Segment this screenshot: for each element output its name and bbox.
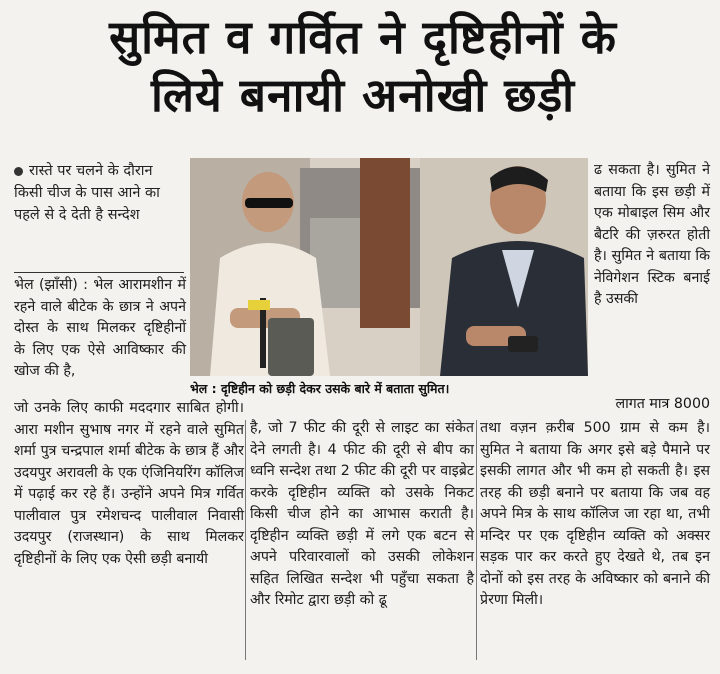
news-photo bbox=[190, 158, 588, 376]
photo-illustration bbox=[190, 158, 588, 376]
article-col2: है, जो 7 फीट की दूरी से लाइट का संकेत देने लगती है। 4 फीट की दूरी से बीप का ध्वनि सन्देश तथा 2 फीट की दूरी पर वाइब्रेट करके दृष्टिहीन व्यक्ति को उसके निकट किसी चीज होने का आभास कराती है। दृष्टिहीन व्यक्ति छड़ी में लगे एक बटन से अपने परिवारवालों को उसकी लोकेशन सहित लिखित सन्देश भी पहुँचा सकता है और रिमोट द्वारा छड़ी को ढू bbox=[250, 420, 474, 608]
summary-text: रास्ते पर चलने के दौरान किसी चीज के पास आने का पहले से दे देती है सन्देश bbox=[14, 163, 160, 223]
headline-line-2: लिये बनायी अनोखी छड़ी bbox=[150, 68, 576, 122]
column-divider-1 bbox=[245, 420, 246, 660]
article-col1-top: भेल (झाँसी) : भेल आरामशीन में रहने वाले बीटेक के छात्र ने अपने दोस्त के साथ मिलकर दृष्टिहीनों के लिए एक ऐसे आविष्कार की खोज की है, bbox=[14, 277, 186, 379]
article-col1-bottom: जो उनके लिए काफी मददगार साबित होगी। आरा मशीन सुभाष नगर में रहने वाले सुमित शर्मा पुत्र चन्द्रपाल शर्मा बीटेक के छात्र हैं और उदयपुर अरावली के एक एंजिनियरिंग कॉलिज में पढ़ाई कर रहे हैं। उन्होंने अपने मित्र गर्वित पालीवाल पुत्र रमेशचन्द पालीवाल निवासी उदयपुर (राजस्थान) के साथ मिलकर दृष्टिहीनों के लिए एक ऐसी छड़ी बनायी bbox=[14, 400, 244, 567]
headline bbox=[20, 8, 706, 124]
bullet-dot-icon bbox=[14, 167, 23, 176]
summary-divider bbox=[14, 272, 184, 273]
photo-caption: भेल : दृष्टिहीन को छड़ी देकर उसके बारे में बताता सुमित। bbox=[190, 381, 450, 396]
column-divider-2 bbox=[476, 420, 477, 660]
article-col3-price: लागत मात्र 8000 bbox=[615, 396, 710, 412]
summary-bullet bbox=[14, 160, 182, 226]
article-col3-bottom: तथा वज़न क़रीब 500 ग्राम से कम है। सुमित ने बताया कि अगर इसे बड़े पैमाने पर इसकी लागत और भी कम हो सकती है। इस तरह की छड़ी बनाने पर बताया कि जब वह अपने मित्र के साथ कॉलिज जा रहा था, तभी मन्दिर पर एक दृष्टिहीन व्यक्ति को अक्सर सड़क पार कर करते हुए देखते थे, तब इन दोनों को इस तरह के अविष्कार को बनाने की प्रेरणा मिली। bbox=[480, 420, 710, 608]
headline-line-1: सुमित व गर्वित ने दृष्टिहीनों के bbox=[109, 10, 617, 64]
article-col3-top: ढ सकता है। सुमित ने बताया कि इस छड़ी में एक मोबाइल सिम और बैटरि की ज़रुरत होती है। सुमित ने बताया कि नेविगेशन स्टिक बनाई है उसकी bbox=[594, 162, 710, 307]
